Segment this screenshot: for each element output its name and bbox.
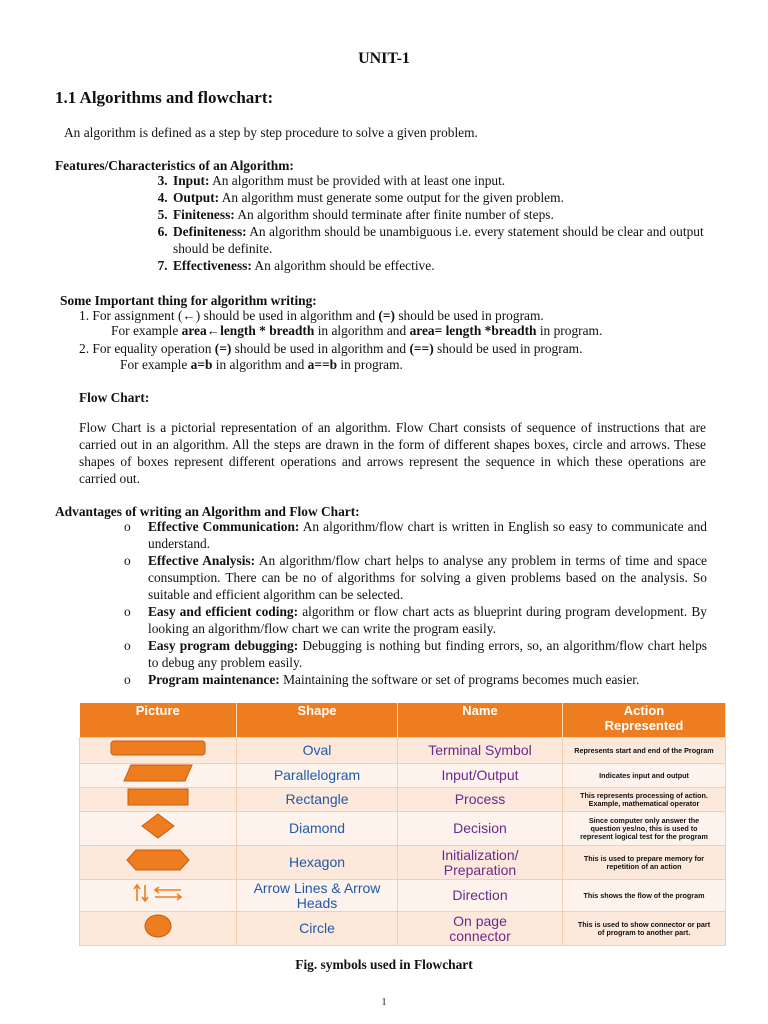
shape-cell: Arrow Lines & Arrow Heads <box>237 880 398 912</box>
flowchart-symbols-table <box>79 703 726 946</box>
action-text: This is used to show connector or part of program to another part. <box>577 919 711 937</box>
feature-text: An algorithm should terminate after finite number of steps. <box>234 207 554 222</box>
name-text: Decision <box>453 820 507 836</box>
assignment-arrow-icon: ← <box>182 308 196 323</box>
name-cell <box>398 846 563 880</box>
tip-code: a==b <box>307 357 338 372</box>
tip-operator: (=) <box>378 308 395 323</box>
tip-text: in algorithm and <box>212 357 308 372</box>
tip-text: should be used in program. <box>433 341 583 356</box>
tip-text: in program. <box>337 357 403 372</box>
name-cell <box>398 880 563 912</box>
name-text: Input/Output <box>441 767 519 783</box>
advantage-term: Effective Analysis: <box>148 553 256 568</box>
tip-text: in program. <box>536 323 603 338</box>
advantage-text: Debugging is nothing but finding errors, so, an algorithm/flow chart helps to debug any problem easily. <box>148 638 708 670</box>
section-title: 1.1 Algorithms and flowchart: <box>55 88 274 107</box>
tip-code: area= length *breadth <box>409 323 537 338</box>
action-text: This is used to prepare memory for repetition of an action <box>583 853 705 871</box>
bullet-marker: o <box>124 638 131 653</box>
hexagon-icon <box>80 846 237 880</box>
table-row <box>80 846 726 880</box>
header-picture: Picture <box>80 703 237 738</box>
feature-item <box>171 172 716 189</box>
tip-text: should be used in program. <box>394 308 544 323</box>
advantage-text: An algorithm/flow chart is written in English so easy to communicate and understand. <box>148 519 707 551</box>
name-text: Initialization/ Preparation <box>441 846 519 878</box>
tip-text: ) should be used in algorithm and <box>195 308 379 323</box>
action-text: This represents processing of action. Example, mathematical operator <box>580 790 708 808</box>
action-cell <box>563 912 726 946</box>
action-cell <box>563 764 726 788</box>
action-cell <box>563 880 726 912</box>
shape-cell: Diamond <box>237 812 398 846</box>
tip-operator: (=) <box>214 341 232 356</box>
feature-term: Input: <box>173 173 210 188</box>
table-row <box>80 812 726 846</box>
advantage-item <box>124 603 707 637</box>
header-name: Name <box>398 703 563 738</box>
name-cell <box>398 788 563 812</box>
feature-term: Output: <box>173 190 220 205</box>
advantage-text: An algorithm/flow chart helps to analyse any problem in terms of time and space consumption. There can be no of algorithms for solving a given problems based on the analysis. So suitable and efficient algorithm can be selected. <box>148 553 707 602</box>
advantages-heading: Advantages of writing an Algorithm and Flow Chart: <box>55 504 360 519</box>
shape-cell: Rectangle <box>237 788 398 812</box>
action-text: Indicates input and output <box>599 770 689 780</box>
advantage-item <box>124 518 707 552</box>
advantages-list <box>124 518 707 688</box>
feature-term: Definiteness: <box>173 224 247 239</box>
bullet-marker: o <box>124 519 131 534</box>
tips-heading: Some Important thing for algorithm writing: <box>60 293 317 308</box>
feature-text: An algorithm should be unambiguous i.e. every statement should be clear and output should be definite. <box>173 224 704 256</box>
advantage-text: algorithm or flow chart acts as blueprint during program development. By looking an algorithm/flow chart we can write the program easily. <box>148 604 707 636</box>
flowchart-paragraph: Flow Chart is a pictorial representation of an algorithm. Flow Chart consists of sequence of instructions that are carried out in an algorithm. All the steps are drawn in the form of different shapes boxes, circle and arrows. These shapes of boxes represent different operations and arrows represent the sequence in which these operations are carried out. <box>79 420 706 486</box>
tip-text: should be used in algorithm and <box>231 341 410 356</box>
advantage-item <box>124 637 707 671</box>
assignment-arrow-icon: ← <box>206 323 221 338</box>
table-row <box>80 788 726 812</box>
name-cell <box>398 812 563 846</box>
features-ordered-list <box>147 172 716 274</box>
feature-item <box>171 206 716 223</box>
tip-code: a=b <box>190 357 213 372</box>
advantage-term: Effective Communication: <box>148 519 300 534</box>
diamond-icon <box>80 812 237 846</box>
shape-cell: Parallelogram <box>237 764 398 788</box>
figure-caption: Fig. symbols used in Flowchart <box>295 957 473 972</box>
tip-text: 1. For assignment ( <box>79 308 183 323</box>
table-row <box>80 880 726 912</box>
action-text: Represents start and end of the Program <box>574 745 714 755</box>
arrows-icon <box>80 880 237 912</box>
table-header-row <box>80 703 726 738</box>
name-text: On page connector <box>449 912 511 944</box>
advantage-term: Easy and efficient coding: <box>148 604 299 619</box>
advantage-term: Program maintenance: <box>148 672 280 687</box>
bullet-marker: o <box>124 553 131 568</box>
name-text: Terminal Symbol <box>428 742 532 758</box>
tip-equality-example <box>120 356 403 373</box>
algorithm-definition: An algorithm is defined as a step by step procedure to solve a given problem. <box>64 125 478 140</box>
table-row <box>80 764 726 788</box>
action-text: Since computer only answer the question yes/no, this is used to represent logical test for the program <box>580 815 708 841</box>
feature-item <box>171 223 716 257</box>
tip-text: For example <box>111 323 182 338</box>
page-number: 1 <box>381 997 387 1008</box>
table-row <box>80 912 726 946</box>
circle-icon <box>80 912 237 946</box>
feature-text: An algorithm must be provided with at least one input. <box>209 173 506 188</box>
bullet-marker: o <box>124 672 131 687</box>
tip-text: in algorithm and <box>314 323 410 338</box>
action-cell <box>563 738 726 764</box>
bullet-marker: o <box>124 604 131 619</box>
action-text: This shows the flow of the program <box>583 890 705 900</box>
shape-cell: Oval <box>237 738 398 764</box>
rectangle-icon <box>80 788 237 812</box>
tip-code: length * breadth <box>220 323 315 338</box>
feature-item <box>171 189 716 206</box>
shape-cell: Circle <box>237 912 398 946</box>
name-text: Direction <box>452 887 508 903</box>
action-cell <box>563 812 726 846</box>
tip-text: For example <box>120 357 191 372</box>
header-action-label: Action Represented <box>604 703 684 733</box>
tip-code: area <box>181 323 207 338</box>
oval-icon <box>80 738 237 764</box>
advantage-term: Easy program debugging: <box>148 638 299 653</box>
header-action <box>563 703 726 738</box>
header-shape: Shape <box>237 703 398 738</box>
parallelogram-icon <box>80 764 237 788</box>
advantage-text: Maintaining the software or set of programs becomes much easier. <box>279 672 640 687</box>
tip-assignment-example <box>111 322 602 339</box>
action-cell <box>563 788 726 812</box>
advantage-item <box>124 552 707 603</box>
table-row <box>80 738 726 764</box>
advantage-item <box>124 671 707 688</box>
feature-item <box>171 257 716 274</box>
name-text: Process <box>454 791 506 807</box>
shape-cell: Hexagon <box>237 846 398 880</box>
unit-title: UNIT-1 <box>358 50 410 67</box>
name-cell <box>398 738 563 764</box>
tip-text: 2. For equality operation <box>79 341 215 356</box>
features-heading: Features/Characteristics of an Algorithm: <box>55 158 294 173</box>
feature-text: An algorithm must generate some output for the given problem. <box>219 190 564 205</box>
feature-term: Finiteness: <box>173 207 235 222</box>
feature-term: Effectiveness: <box>173 258 252 273</box>
name-cell <box>398 912 563 946</box>
tip-equality <box>79 340 582 357</box>
feature-text: An algorithm should be effective. <box>251 258 435 273</box>
name-cell <box>398 764 563 788</box>
tip-operator: (==) <box>409 341 434 356</box>
action-cell <box>563 846 726 880</box>
flowchart-heading: Flow Chart: <box>79 390 150 405</box>
